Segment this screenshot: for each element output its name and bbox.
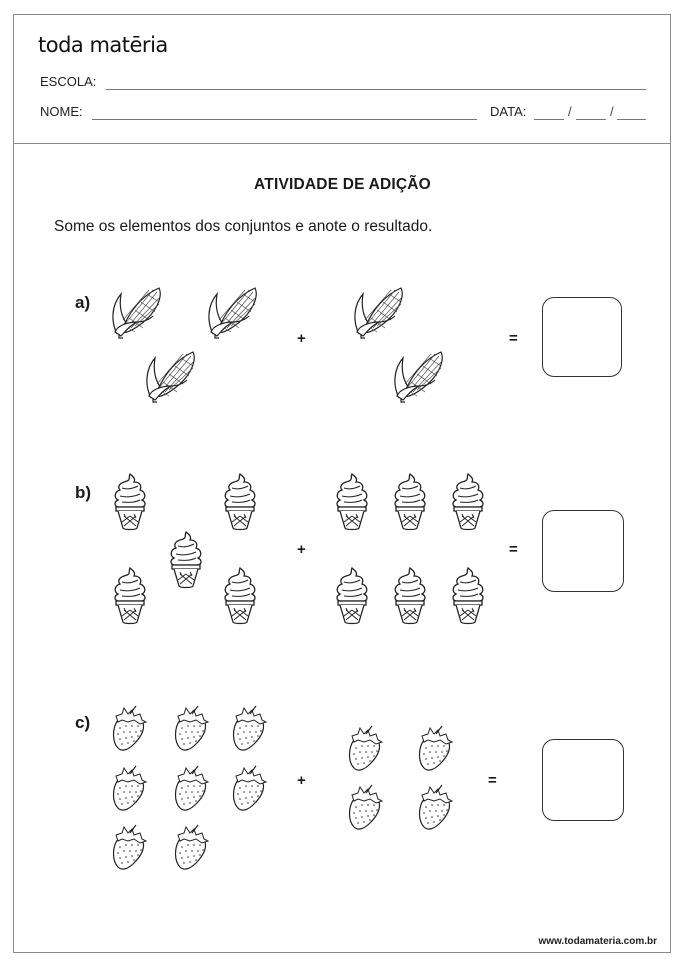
date-separator: / <box>610 104 614 119</box>
strawberry-icon <box>110 823 150 871</box>
strawberry-icon <box>346 783 386 831</box>
ice-cream-icon <box>390 566 430 626</box>
strawberry-icon <box>230 764 270 812</box>
question-label: b) <box>75 483 92 502</box>
instruction-text: Some os elementos dos conjuntos e anote o resultado. <box>54 218 433 235</box>
strawberry-icon <box>172 823 212 871</box>
strawberry-icon <box>416 783 456 831</box>
strawberry-icon <box>172 764 212 812</box>
date-month-field[interactable] <box>576 119 606 120</box>
school-label: ESCOLA: <box>40 74 97 89</box>
answer-box-c[interactable] <box>542 739 624 821</box>
ice-cream-icon <box>220 566 260 626</box>
name-label: NOME: <box>40 104 83 119</box>
strawberry-icon <box>172 704 212 752</box>
corn-icon <box>346 282 412 342</box>
answer-box-a[interactable] <box>542 297 622 377</box>
answer-box-b[interactable] <box>542 510 624 592</box>
date-label: DATA: <box>490 104 527 119</box>
equals-sign: = <box>509 541 518 558</box>
date-separator: / <box>568 104 572 119</box>
name-field[interactable] <box>92 119 477 120</box>
ice-cream-icon <box>110 566 150 626</box>
plus-sign: + <box>297 541 306 558</box>
ice-cream-icon <box>448 566 488 626</box>
equals-sign: = <box>488 772 497 789</box>
corn-icon <box>200 282 266 342</box>
ice-cream-icon <box>166 530 206 590</box>
strawberry-icon <box>110 764 150 812</box>
corn-icon <box>386 346 452 406</box>
header-divider <box>14 143 670 144</box>
question-label: c) <box>75 713 91 732</box>
logo: toda matēria <box>38 33 168 57</box>
strawberry-icon <box>230 704 270 752</box>
ice-cream-icon <box>332 472 372 532</box>
corn-icon <box>138 346 204 406</box>
worksheet-title: ATIVIDADE DE ADIÇÃO <box>254 176 431 193</box>
question-label: a) <box>75 293 91 312</box>
school-field[interactable] <box>106 89 646 90</box>
strawberry-icon <box>346 724 386 772</box>
plus-sign: + <box>297 772 306 789</box>
ice-cream-icon <box>448 472 488 532</box>
date-year-field[interactable] <box>617 119 646 120</box>
footer-url: www.todamateria.com.br <box>538 936 657 947</box>
strawberry-icon <box>416 724 456 772</box>
ice-cream-icon <box>332 566 372 626</box>
strawberry-icon <box>110 704 150 752</box>
corn-icon <box>104 282 170 342</box>
ice-cream-icon <box>110 472 150 532</box>
equals-sign: = <box>509 330 518 347</box>
date-day-field[interactable] <box>534 119 564 120</box>
ice-cream-icon <box>390 472 430 532</box>
plus-sign: + <box>297 330 306 347</box>
ice-cream-icon <box>220 472 260 532</box>
